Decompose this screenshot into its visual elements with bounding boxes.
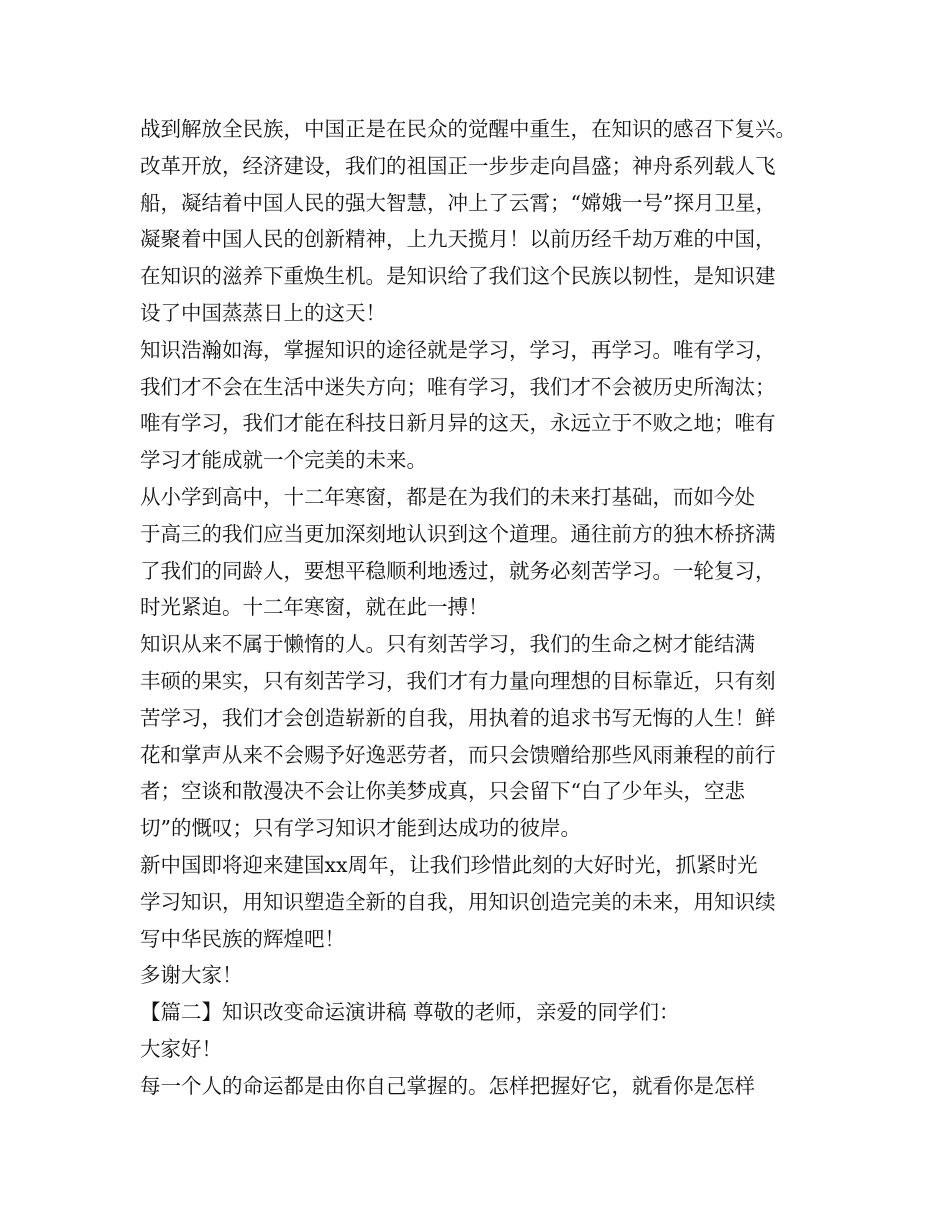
text-line: 学习知识，用知识塑造全新的自我，用知识创造完美的未来，用知识续	[140, 889, 776, 914]
text-line: 苦学习，我们才会创造崭新的自我，用执着的追求书写无悔的人生！鲜	[140, 705, 776, 730]
text-line: 设了中国蒸蒸日上的这天！	[140, 300, 386, 325]
text-line: 写中华民族的辉煌吧！	[140, 926, 345, 951]
text-line: 在知识的滋养下重焕生机。是知识给了我们这个民族以韧性，是知识建	[140, 264, 776, 289]
text-line: 知识从来不属于懒惰的人。只有刻苦学习，我们的生命之树才能结满	[140, 632, 755, 657]
text-line: 我们才不会在生活中迷失方向；唯有学习，我们才不会被历史所淘汰；	[140, 374, 776, 399]
section-heading: 【篇二】知识改变命运演讲稿 尊敬的老师，亲爱的同学们：	[140, 1000, 680, 1025]
text-line: 多谢大家！	[140, 963, 243, 988]
text-line: 花和掌声从来不会赐予好逸恶劳者，而只会馈赠给那些风雨兼程的前行	[140, 742, 776, 767]
text-line: 凝聚着中国人民的创新精神，上九天揽月！以前历经千劫万难的中国，	[140, 227, 776, 252]
text-line: 者；空谈和散漫决不会让你美梦成真，只会留下“白了少年头，空悲	[140, 779, 745, 804]
text-line: 大家好！	[140, 1036, 222, 1061]
text-line: 船，凝结着中国人民的强大智慧，冲上了云霄；“嫦娥一号”探月卫星，	[140, 190, 776, 215]
text-line: 战到解放全民族，中国正是在民众的觉醒中重生，在知识的感召下复兴。	[140, 117, 796, 141]
text-line: 学习才能成就一个完美的未来。	[140, 448, 427, 473]
text-line: 每一个人的命运都是由你自己掌握的。怎样把握好它，就看你是怎样	[140, 1073, 755, 1098]
text-line: 改革开放，经济建设，我们的祖国正一步步走向昌盛；神舟系列载人飞	[140, 153, 776, 178]
text-line: 丰硕的果实，只有刻苦学习，我们才有力量向理想的目标靠近，只有刻	[140, 668, 776, 693]
document-body	[140, 111, 820, 1105]
text-line: 了我们的同龄人，要想平稳顺利地透过，就务必刻苦学习。一轮复习，	[140, 558, 776, 583]
text-line: 知识浩瀚如海，掌握知识的途径就是学习，学习，再学习。唯有学习，	[140, 337, 776, 362]
text-line: 切”的慨叹；只有学习知识才能到达成功的彼岸。	[140, 816, 581, 841]
text-line: 于高三的我们应当更加深刻地认识到这个道理。通往前方的独木桥挤满	[140, 521, 776, 546]
text-line: 唯有学习，我们才能在科技日新月异的这天，永远立于不败之地；唯有	[140, 411, 776, 436]
text-line: 时光紧迫。十二年寒窗，就在此一搏！	[140, 595, 489, 620]
text-line: 从小学到高中，十二年寒窗，都是在为我们的未来打基础，而如今处	[140, 484, 755, 509]
text-line: 新中国即将迎来建国xx周年，让我们珍惜此刻的大好时光，抓紧时光	[140, 852, 758, 877]
